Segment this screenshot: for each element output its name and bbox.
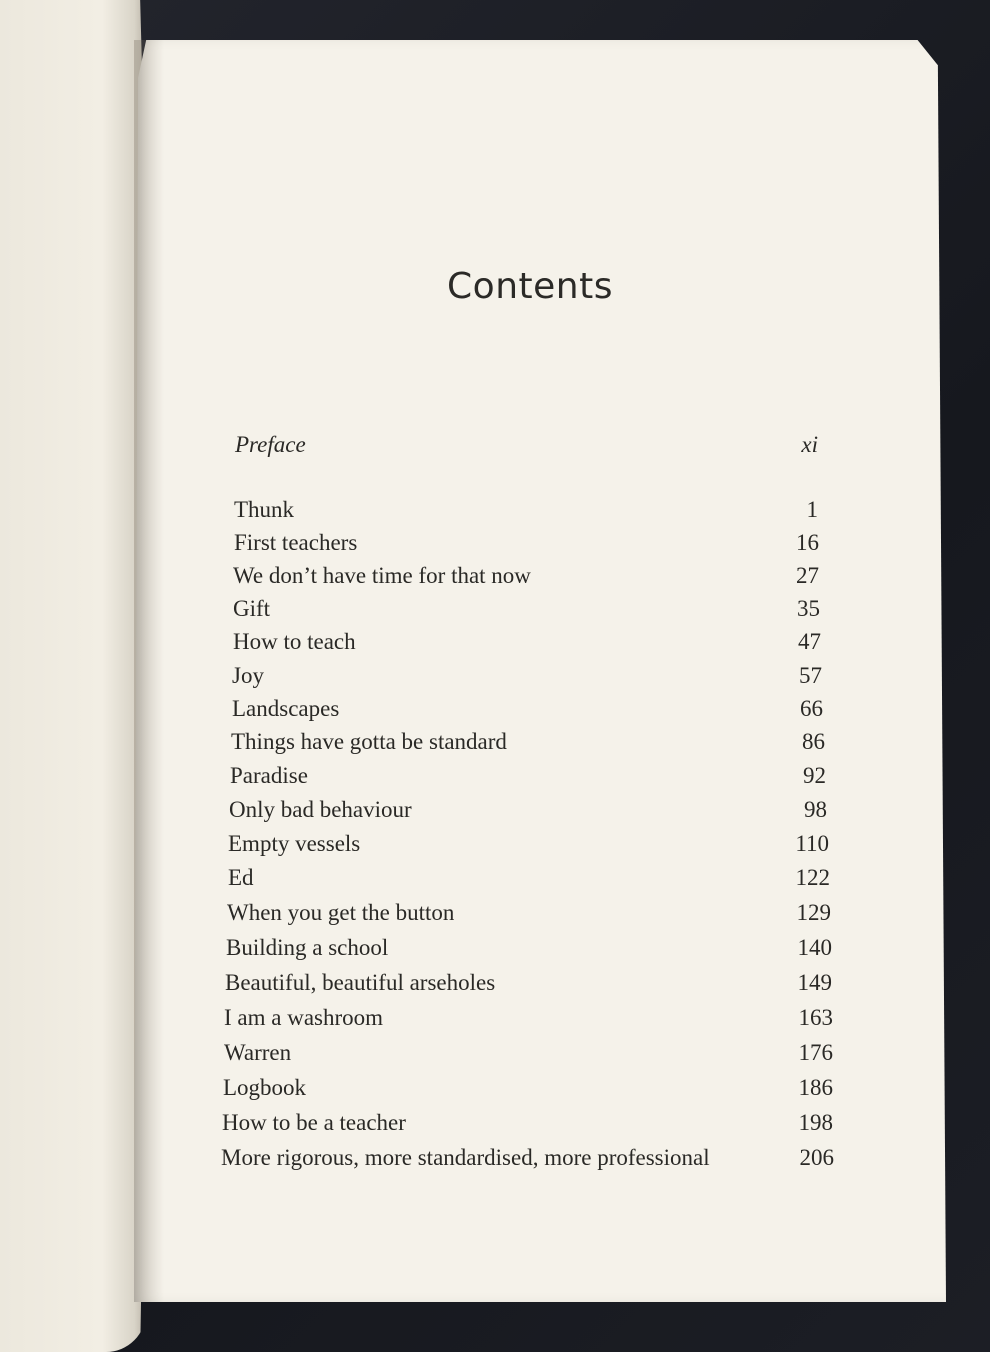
toc-entry-page: 198: [798, 1110, 833, 1135]
toc-row: [226, 935, 832, 965]
toc-entry-title: Logbook: [223, 1075, 307, 1100]
toc-entry-page: 140: [797, 935, 832, 960]
toc-entry-page: 27: [796, 563, 819, 588]
toc-entry-page: 163: [798, 1005, 833, 1030]
toc-entry-title: When you get the button: [227, 900, 455, 925]
toc-row: [233, 563, 819, 593]
toc-entry-page: 186: [798, 1075, 833, 1100]
toc-entry-title: Gift: [233, 596, 271, 621]
toc-entry-title: I am a washroom: [224, 1005, 384, 1030]
toc-row: [224, 1005, 833, 1035]
toc-entry-title: Beautiful, beautiful arseholes: [225, 970, 496, 995]
toc-entry-title: Joy: [232, 663, 264, 688]
left-book-page: [0, 0, 146, 1352]
book-gutter-shadow: [134, 40, 164, 1302]
toc-entry-title: More rigorous, more standardised, more professional: [221, 1145, 710, 1170]
toc-entry-page: 16: [796, 530, 819, 555]
toc-entry-page: 66: [800, 696, 823, 721]
toc-entry-page: 122: [795, 865, 830, 890]
toc-entry-title: We don’t have time for that now: [233, 563, 531, 588]
toc-row: [228, 865, 830, 895]
toc-entry-title: How to be a teacher: [222, 1110, 406, 1135]
toc-entry-title: Empty vessels: [228, 831, 361, 856]
toc-entry-page: 129: [796, 900, 831, 925]
toc-row: [223, 1075, 833, 1105]
toc-entry-page: 1: [806, 497, 818, 522]
toc-entry-title: How to teach: [233, 629, 356, 654]
toc-row: [232, 696, 823, 726]
toc-entry-page: 176: [798, 1040, 833, 1065]
toc-preface-row: [235, 432, 818, 462]
toc-row: [222, 1110, 833, 1140]
toc-entry-title: Only bad behaviour: [229, 797, 412, 822]
toc-entry-title: Paradise: [230, 763, 308, 788]
toc-entry-page: 206: [799, 1145, 834, 1170]
toc-entry-title: Warren: [224, 1040, 292, 1065]
toc-entry-page: 98: [804, 797, 827, 822]
toc-entry-page: 149: [797, 970, 832, 995]
toc-row: [227, 900, 831, 930]
toc-row: [230, 763, 826, 793]
toc-entry-title: Thunk: [234, 497, 295, 522]
toc-entry-page: 92: [803, 763, 826, 788]
toc-entry-page: 110: [795, 831, 829, 856]
toc-row: [225, 970, 832, 1000]
toc-row: [228, 831, 829, 861]
toc-row: [233, 596, 820, 626]
toc-entry-title: Things have gotta be standard: [231, 729, 507, 754]
toc-row: [221, 1145, 834, 1175]
contents-heading: Contents: [447, 266, 613, 307]
toc-preface-page: xi: [801, 432, 818, 457]
toc-row: [229, 797, 827, 827]
toc-entry-title: Ed: [228, 865, 254, 890]
toc-row: [234, 497, 818, 527]
toc-row: [231, 729, 825, 759]
toc-preface-title: Preface: [235, 432, 306, 457]
toc-entry-title: First teachers: [234, 530, 358, 555]
toc-row: [224, 1040, 833, 1070]
toc-entry-title: Landscapes: [232, 696, 340, 721]
toc-entry-title: Building a school: [226, 935, 389, 960]
toc-entry-page: 47: [798, 629, 821, 654]
toc-entry-page: 57: [799, 663, 822, 688]
toc-row: [234, 530, 819, 560]
toc-entry-page: 86: [802, 729, 825, 754]
toc-row: [233, 629, 821, 659]
toc-row: [232, 663, 822, 693]
toc-entry-page: 35: [797, 596, 820, 621]
